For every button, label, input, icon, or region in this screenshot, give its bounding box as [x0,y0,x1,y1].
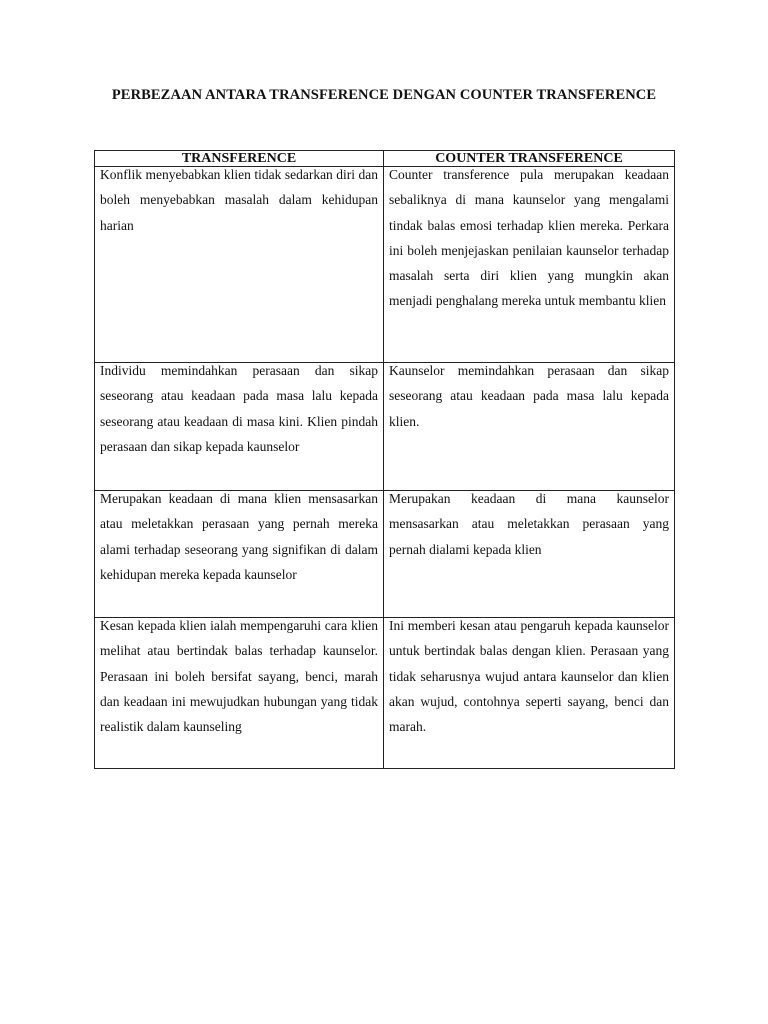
table-row [95,363,675,491]
table-cell-counter-transference [384,363,675,491]
table-row [95,491,675,618]
page-title: PERBEZAAN ANTARA TRANSFERENCE DENGAN COUNTER TRANSFERENCE [111,87,657,103]
cell-text: Kaunselor memindahkan perasaan dan sikap seseorang atau keadaan pada masa lalu kepada klien. [389,363,669,429]
cell-text: Ini memberi kesan atau pengaruh kepada kaunselor untuk bertindak balas dengan klien. Perasaan yang tidak seharusnya wujud antara kaunselor dan klien akan wujud, contohnya seperti sayang, benci dan marah. [389,618,669,735]
cell-text: Kesan kepada klien ialah mempengaruhi cara klien melihat atau bertindak balas terhadap kaunselor. Perasaan ini boleh bersifat sayang, benci, marah dan keadaan ini mewujudkan hubungan yang tidak realistik dalam kaunseling [100,618,378,735]
table-row [95,618,675,769]
cell-text: Merupakan keadaan di mana kaunselor mensasarkan atau meletakkan perasaan yang pernah dialami kepada klien [389,491,669,557]
table-cell-counter-transference [384,618,675,769]
table-cell-transference [95,363,384,491]
table-row [95,167,675,363]
table-cell-transference [95,618,384,769]
column-header-transference: TRANSFERENCE [95,151,384,167]
cell-text: Individu memindahkan perasaan dan sikap seseorang atau keadaan pada masa lalu kepada seseorang atau keadaan di masa kini. Klien pindah perasaan dan sikap kepada kaunselor [100,363,378,454]
cell-text: Konflik menyebabkan klien tidak sedarkan diri dan boleh menyebabkan masalah dalam kehidupan harian [100,167,378,233]
cell-text: Merupakan keadaan di mana klien mensasarkan atau meletakkan perasaan yang pernah mereka alami terhadap seseorang yang signifikan di dalam kehidupan mereka kepada kaunselor [100,491,378,582]
comparison-table [94,150,675,769]
table-cell-counter-transference [384,491,675,618]
table-cell-transference [95,167,384,363]
cell-text: Counter transference pula merupakan keadaan sebaliknya di mana kaunselor yang mengalami tindak balas emosi terhadap klien mereka. Perkara ini boleh menjejaskan penilaian kaunselor terhadap masalah serta diri klien yang mungkin akan menjadi penghalang mereka untuk membantu klien [389,167,669,309]
table-cell-transference [95,491,384,618]
table-cell-counter-transference [384,167,675,363]
column-header-counter-transference: COUNTER TRANSFERENCE [384,151,675,167]
